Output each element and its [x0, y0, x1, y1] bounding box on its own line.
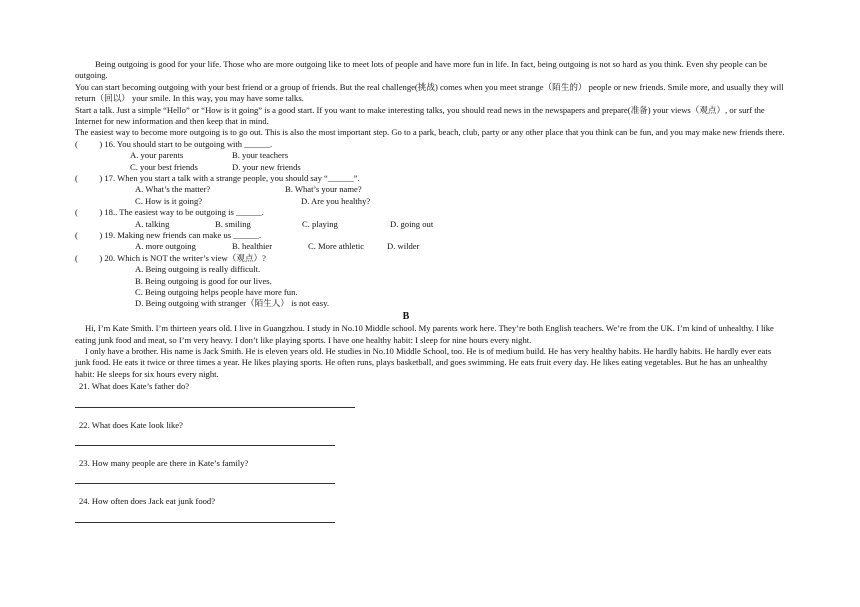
option-d[interactable]: D. going out	[390, 218, 434, 229]
option-a[interactable]: A. What’s the matter?	[135, 184, 211, 195]
passage-b-paragraph: Hi, I’m Kate Smith. I’m thirteen years old. I live in Guangzhou. I study in No.10 Middle school. My parents work here. They’re both English teachers. We’re from the UK. I’m kind of unhealthy. I like eating junk food and meat, so I’m very heavy. I don’t like playing sports. I have one healthy habit: I sleep for nine hours every night.	[75, 323, 774, 345]
passage-b	[75, 323, 787, 380]
option-row	[75, 196, 787, 207]
question-16	[75, 139, 787, 173]
option-a[interactable]: A. your parents	[130, 150, 184, 161]
passage-a-paragraph: Start a talk. Just a simple “Hello” or “How is it going” is a good start. If you want to make interesting talks, you should read news in the newspapers and prepare(准备) your views（观点）, or surf the Internet for new information and then keep that in mind.	[75, 104, 765, 127]
option-row	[75, 162, 787, 173]
option-row	[75, 219, 787, 230]
option-d[interactable]: D. Are you healthy?	[301, 195, 371, 206]
option-b[interactable]: B. healthier	[232, 241, 273, 252]
option-c[interactable]: C. How is it going?	[135, 195, 203, 206]
question-stem: ( ) 19. Making new friends can make us ______.	[75, 230, 262, 241]
option-c[interactable]: C. More athletic	[308, 241, 365, 252]
question-18	[75, 207, 787, 230]
short-question-24: 24. How often does Jack eat junk food?	[79, 496, 216, 507]
question-stem: ( ) 16. You should start to be outgoing with ______.	[75, 138, 273, 149]
option-d[interactable]: D. your new friends	[232, 161, 301, 172]
option-row	[75, 276, 787, 287]
option-c[interactable]: C. your best friends	[130, 161, 198, 172]
question-20	[75, 253, 787, 310]
answer-line[interactable]	[75, 407, 355, 408]
answer-line[interactable]	[75, 522, 335, 523]
short-question-22: 22. What does Kate look like?	[79, 419, 183, 430]
option-row	[75, 184, 787, 195]
option-b[interactable]: B. What’s your name?	[285, 184, 362, 195]
option-row	[75, 287, 787, 298]
question-stem: ( ) 18.. The easiest way to be outgoing is ______.	[75, 207, 264, 218]
section-b-title: B	[402, 310, 410, 322]
question-17	[75, 173, 787, 207]
option-a[interactable]: A. talking	[135, 218, 170, 229]
answer-line[interactable]	[75, 445, 335, 446]
passage-a	[75, 59, 787, 139]
passage-b-paragraph: I only have a brother. His name is Jack Smith. He is eleven years old. He studies in No.10 Middle School, too. He is of medium build. He has very healthy habits. He hardly habits. He hardly ever eats junk food. He eats it twice or three times a year. He likes playing sports. He often runs, plays basketball, and goes swimming. He eats fruit every day. He likes eating vegetables. But he has an unhealthy habit: He sleeps for six hours every night.	[75, 346, 772, 379]
worksheet-content	[75, 59, 787, 535]
option-row	[75, 241, 787, 252]
short-answer-section	[75, 381, 787, 523]
option-b[interactable]: B. your teachers	[232, 150, 289, 161]
passage-a-paragraph: You can start becoming outgoing with your best friend or a group of friends. But the real challenge(挑战) comes when you meet strange（陌生的） people or new friends. Smile more, and usually they will return（回以） your smile. In this way, you may have some talks.	[75, 81, 784, 104]
passage-a-paragraph: The easiest way to become more outgoing is to go out. This is also the most important step. Go to a park, beach, club, party or any other place that you think can be fun, and you may make new friends there.	[75, 127, 785, 138]
option-row	[75, 264, 787, 275]
passage-a-paragraph: Being outgoing is good for your life. Those who are more outgoing like to meet lots of people and have more fun in life. In fact, being outgoing is not so hard as you think. Even shy people can be outgoing.	[75, 59, 768, 81]
option-c[interactable]: C. Being outgoing helps people have more fun.	[135, 287, 298, 297]
short-question-21: 21. What does Kate’s father do?	[79, 381, 190, 392]
option-b[interactable]: B. smiling	[215, 218, 251, 229]
short-question-23: 23. How many people are there in Kate’s family?	[79, 458, 249, 469]
option-d[interactable]: D. wilder	[387, 241, 420, 252]
option-b[interactable]: B. Being outgoing is good for our lives.	[135, 275, 272, 286]
question-19	[75, 230, 787, 253]
option-row	[75, 298, 787, 309]
option-a[interactable]: A. Being outgoing is really difficult.	[135, 264, 261, 275]
option-c[interactable]: C. playing	[302, 218, 338, 229]
option-d[interactable]: D. Being outgoing with stranger（陌生人） is not easy.	[135, 298, 329, 309]
option-row	[75, 150, 787, 161]
question-stem: ( ) 17. When you start a talk with a strange people, you should say “______”.	[75, 173, 360, 184]
question-stem: ( ) 20. Which is NOT the writer’s view（观点）?	[75, 252, 266, 263]
option-a[interactable]: A. more outgoing	[135, 241, 196, 252]
answer-line[interactable]	[75, 483, 335, 484]
